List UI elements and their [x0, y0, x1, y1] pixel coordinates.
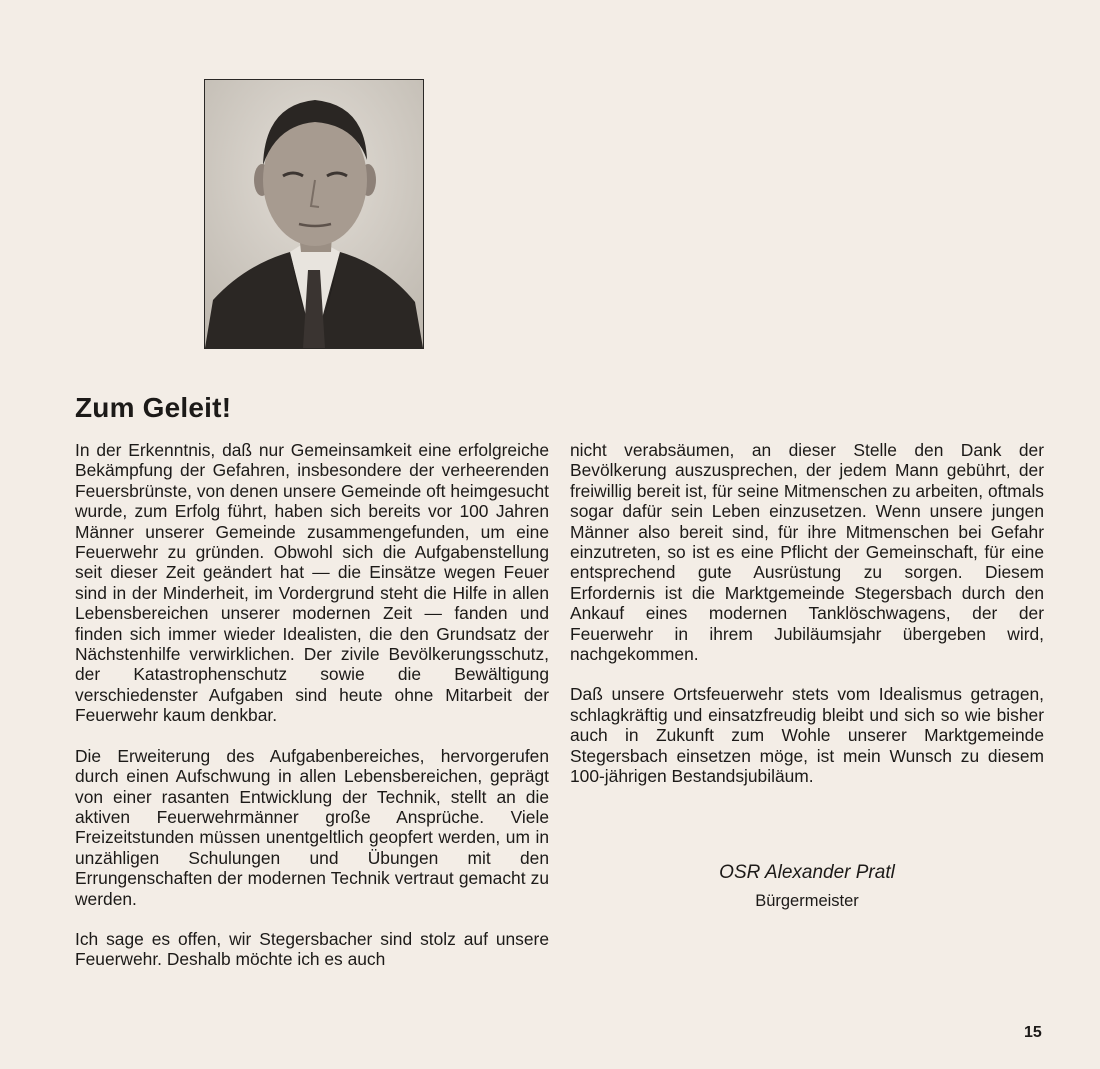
portrait-photo [204, 79, 424, 349]
paragraph: nicht verabsäumen, an dieser Stelle den Dank der Bevölkerung auszusprechen, der jedem Mann gebührt, der freiwillig bereit ist, für seine Mitmenschen zu arbeiten, oftmals sogar dafür sein Leben einzusetzen. Wenn unsere jungen Männer also bereit sind, für ihre Mitmenschen bei Gefahr einzutreten, so ist es eine Pflicht der Gemeinschaft, für eine entsprechend gute Ausrüstung zu sorgen. Diesem Erfordernis ist die Marktgemeinde Stegersbach durch den Ankauf eines modernen Tanklöschwagens, der der Feuerwehr in ihrem Jubiläumsjahr übergeben wird, nachgekommen. [570, 440, 1044, 665]
page-number: 15 [1024, 1024, 1042, 1041]
paragraph: In der Erkenntnis, daß nur Gemeinsamkeit eine erfolgreiche Bekämpfung der Gefahren, insbesondere der verheerenden Feuersbrünste, von denen unsere Gemeinde oft heimgesucht wurde, zum Erfolg führt, haben sich bereits vor 100 Jahren Männer unserer Gemeinde zusammengefunden, um eine Feuerwehr zu gründen. Obwohl sich die Aufgabenstellung seit dieser Zeit geändert hat — die Einsätze wegen Feuer sind in der Minderheit, im Vordergrund steht die Hilfe in allen Lebensbereichen unserer modernen Zeit — fanden und finden sich immer wieder Idealisten, die den Grundsatz der Nächstenhilfe verwirklichen. Der zivile Bevölkerungsschutz, der Katastrophenschutz sowie die Bewältigung verschiedenster Aufgaben sind heute ohne Mitarbeit der Feuerwehr kaum denkbar. [75, 440, 549, 726]
signature-block [570, 862, 1044, 911]
paragraph: Ich sage es offen, wir Stegersbacher sind stolz auf unsere Feuerwehr. Deshalb möchte ich es auch [75, 928, 549, 970]
page-title: Zum Geleit! [75, 392, 232, 423]
text-column-left [75, 440, 549, 990]
signature-role: Bürgermeister [755, 892, 859, 910]
paragraph: Daß unsere Ortsfeuerwehr stets vom Idealismus getragen, schlagkräftig und einsatzfreudig bleibt und sich so wie bisher auch in Zukunft zum Wohle unserer Marktgemeinde Stegersbach einsetzen möge, ist mein Wunsch zu diesem 100-jährigen Bestandsjubiläum. [570, 684, 1044, 787]
signature-name: OSR Alexander Pratl [719, 862, 895, 883]
paragraph: Die Erweiterung des Aufgabenbereiches, hervorgerufen durch einen Aufschwung in allen Lebensbereichen, geprägt von einer rasanten Entwicklung der Technik, stellt an die aktiven Feuerwehrmänner große Ansprüche. Viele Freizeitstunden müssen unentgeltlich geopfert werden, um in unzähligen Schulungen und Übungen mit den Errungenschaften der modernen Technik vertraut gemacht zu werden. [75, 745, 549, 909]
text-column-right [570, 440, 1044, 807]
